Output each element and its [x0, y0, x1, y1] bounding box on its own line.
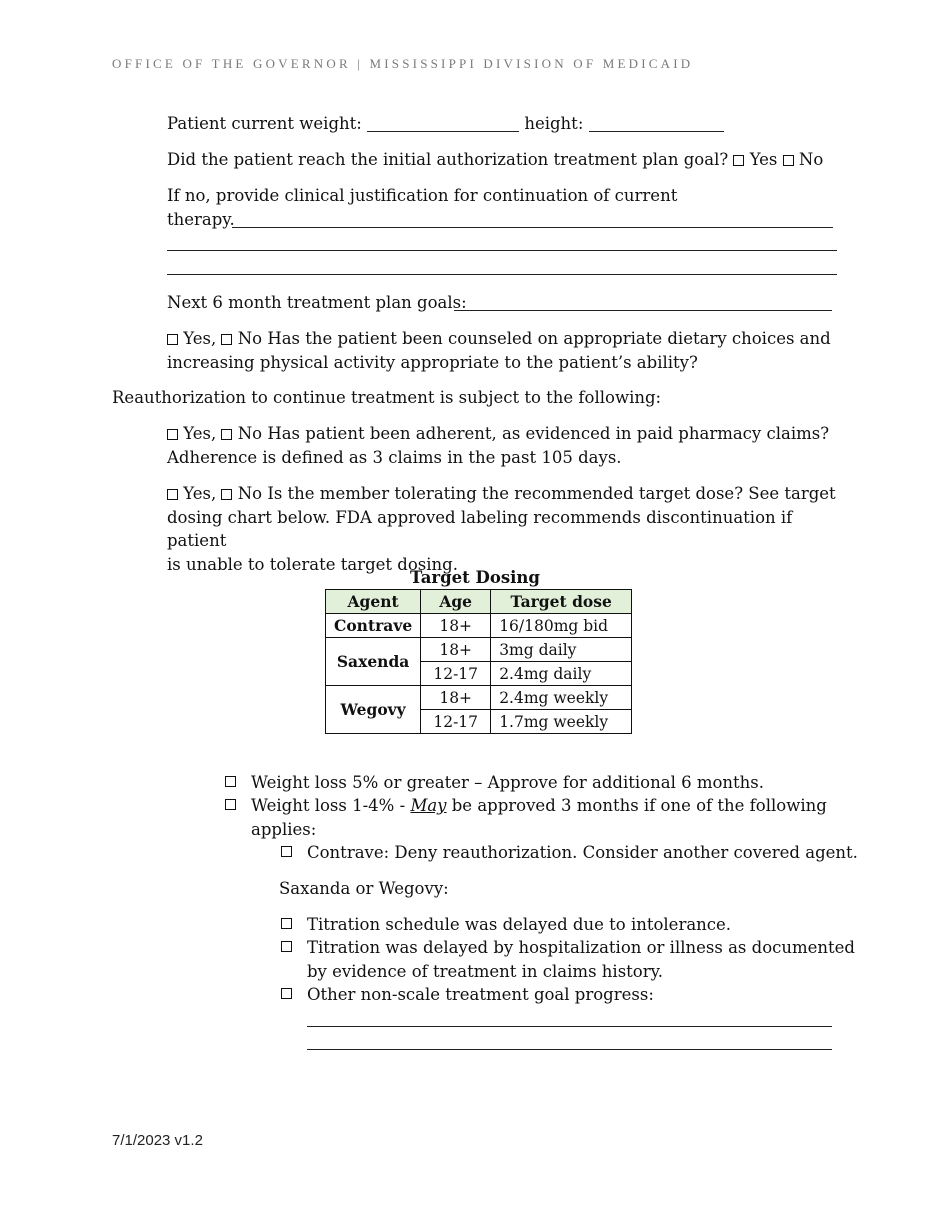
height-label: height:	[524, 114, 584, 133]
tolerate-text-1: Is the member tolerating the recommended target dose? See target	[267, 484, 836, 503]
counsel-yes-label: Yes,	[183, 329, 217, 348]
reauth-heading: Reauthorization to continue treatment is subject to the following:	[112, 388, 662, 407]
age-cell: 18+	[421, 686, 491, 710]
option-1to4-may: May	[410, 796, 447, 815]
header-agent: Agent	[326, 590, 421, 614]
adherent-text-2: Adherence is defined as 3 claims in the past 105 days.	[167, 447, 622, 467]
age-cell: 18+	[421, 638, 491, 662]
tolerate-text-3: is unable to tolerate target dosing.	[167, 554, 458, 574]
option-1to4-part-c: applies:	[251, 819, 317, 839]
other-progress-field-2[interactable]	[307, 1049, 832, 1050]
adherent-no-checkbox[interactable]	[221, 429, 232, 440]
goal-yes-checkbox[interactable]	[733, 155, 744, 166]
option-other-checkbox[interactable]	[281, 988, 292, 999]
dose-cell: 16/180mg bid	[491, 614, 632, 638]
goal-question-row	[167, 148, 823, 172]
dose-cell: 2.4mg weekly	[491, 686, 632, 710]
dose-cell: 2.4mg daily	[491, 662, 632, 686]
counsel-no-checkbox[interactable]	[221, 334, 232, 345]
therapy-label: therapy.	[167, 210, 235, 229]
option-hospital-text-2: by evidence of treatment in claims history.	[307, 961, 663, 981]
target-dosing-title: Target Dosing	[410, 568, 540, 587]
goal-no-checkbox[interactable]	[783, 155, 794, 166]
option-titration-text: Titration schedule was delayed due to intolerance.	[307, 915, 732, 934]
option-1to4-checkbox[interactable]	[225, 799, 236, 810]
option-contrave-checkbox[interactable]	[281, 846, 292, 857]
weight-height-row	[167, 112, 724, 136]
other-progress-field-1[interactable]	[307, 1026, 832, 1027]
goal-question: Did the patient reach the initial authorization treatment plan goal?	[167, 150, 729, 169]
option-5pct-text: Weight loss 5% or greater – Approve for additional 6 months.	[251, 773, 765, 792]
next-goals-field[interactable]	[454, 310, 832, 311]
counsel-no-label: No	[237, 329, 263, 348]
justification-line-2	[167, 208, 235, 232]
option-hospital	[281, 936, 861, 984]
page-header: OFFICE OF THE GOVERNOR | MISSISSIPPI DIVISION OF MEDICAID	[112, 56, 694, 71]
goal-no-label: No	[798, 150, 824, 169]
adherent-question	[167, 422, 847, 469]
table-row	[326, 686, 632, 710]
option-1to4	[225, 794, 845, 842]
agent-cell: Saxenda	[326, 638, 421, 686]
age-cell: 12-17	[421, 662, 491, 686]
header-age: Age	[421, 590, 491, 614]
option-titration-checkbox[interactable]	[281, 918, 292, 929]
counsel-text-2: increasing physical activity appropriate to the patient’s ability?	[167, 352, 698, 372]
tolerate-no-checkbox[interactable]	[221, 489, 232, 500]
option-hospital-text	[307, 936, 855, 983]
tolerate-yes-checkbox[interactable]	[167, 489, 178, 500]
weight-label: Patient current weight:	[167, 114, 362, 133]
tolerate-text-2: dosing chart below. FDA approved labeling recommends discontinuation if patient	[167, 507, 793, 550]
weight-field[interactable]	[367, 115, 519, 132]
option-1to4-part-a: Weight loss 1-4% -	[251, 796, 406, 815]
adherent-no-label: No	[237, 424, 263, 443]
counsel-question	[167, 327, 847, 374]
option-hospital-text-1: Titration was delayed by hospitalization or illness as documented	[307, 938, 855, 957]
saxenda-wegovy-label: Saxanda or Wegovy:	[279, 879, 449, 898]
goal-yes-label: Yes	[749, 150, 778, 169]
counsel-text-1: Has the patient been counseled on appropriate dietary choices and	[267, 329, 831, 348]
header-target-dose: Target dose	[491, 590, 632, 614]
option-other-text: Other non-scale treatment goal progress:	[307, 985, 654, 1004]
age-cell: 12-17	[421, 710, 491, 734]
justification-field-2[interactable]	[167, 250, 837, 251]
dose-cell: 3mg daily	[491, 638, 632, 662]
adherent-yes-checkbox[interactable]	[167, 429, 178, 440]
option-hospital-checkbox[interactable]	[281, 941, 292, 952]
adherent-text-1: Has patient been adherent, as evidenced in paid pharmacy claims?	[267, 424, 830, 443]
height-field[interactable]	[589, 115, 724, 132]
tolerate-no-label: No	[237, 484, 263, 503]
option-1to4-part-b: be approved 3 months if one of the following	[451, 796, 827, 815]
table-row	[326, 638, 632, 662]
option-contrave-text: Contrave: Deny reauthorization. Consider another covered agent.	[307, 843, 858, 862]
adherent-yes-label: Yes,	[183, 424, 217, 443]
next-goals-row	[167, 291, 467, 315]
table-row	[326, 614, 632, 638]
tolerate-question	[167, 482, 847, 576]
next-goals-label: Next 6 month treatment plan goals:	[167, 293, 467, 312]
option-5pct-checkbox[interactable]	[225, 776, 236, 787]
tolerate-yes-label: Yes,	[183, 484, 217, 503]
agent-cell: Wegovy	[326, 686, 421, 734]
version-footer: 7/1/2023 v1.2	[112, 1132, 203, 1149]
target-dosing-table	[325, 589, 632, 734]
justification-field-1[interactable]	[232, 227, 833, 228]
justification-field-3[interactable]	[167, 274, 837, 275]
age-cell: 18+	[421, 614, 491, 638]
agent-cell: Contrave	[326, 614, 421, 638]
table-header-row	[326, 590, 632, 614]
counsel-yes-checkbox[interactable]	[167, 334, 178, 345]
option-1to4-text	[251, 794, 841, 841]
justification-line-1: If no, provide clinical justification for continuation of current	[167, 186, 678, 205]
dose-cell: 1.7mg weekly	[491, 710, 632, 734]
